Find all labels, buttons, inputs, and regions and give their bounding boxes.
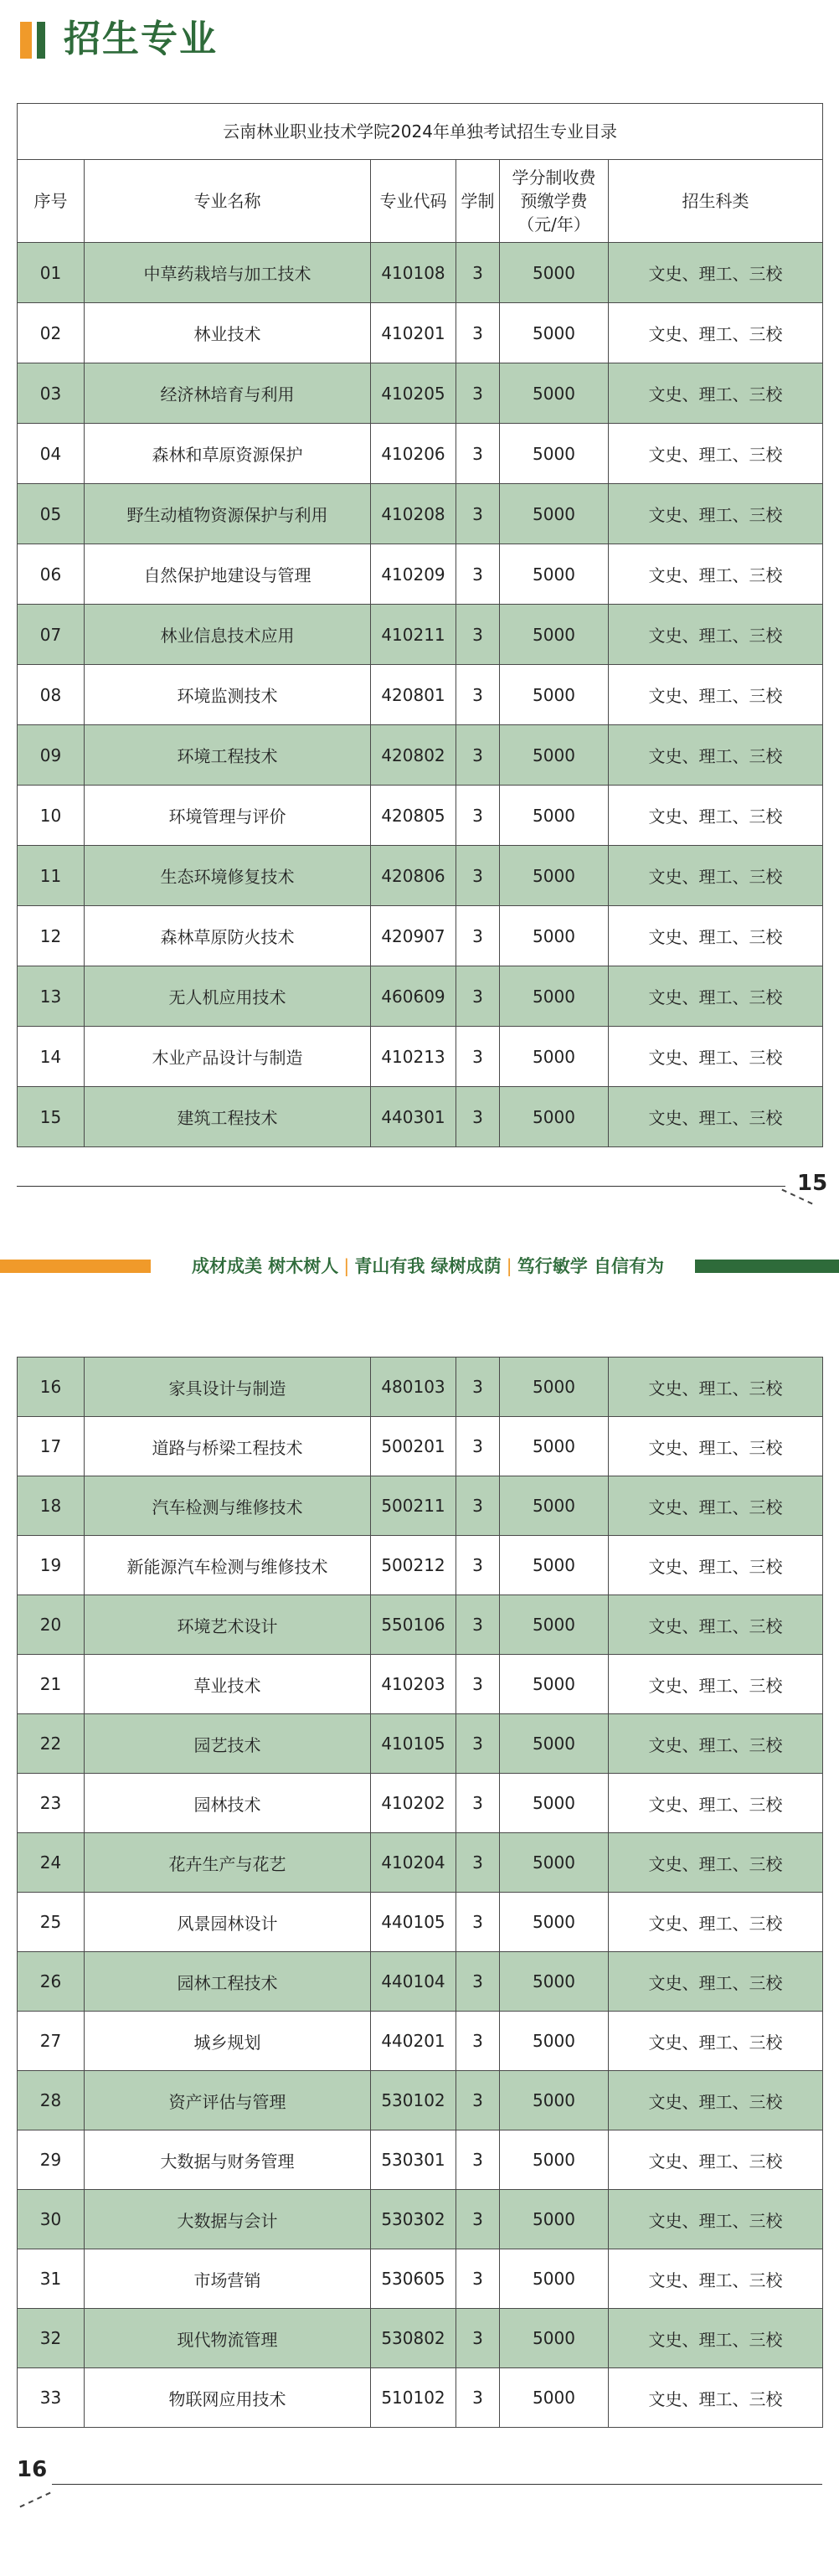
cell-fee: 5000 — [500, 1417, 609, 1476]
table-row — [18, 303, 823, 363]
cell-name: 木业产品设计与制造 — [85, 1027, 371, 1087]
cell-name: 经济林培育与利用 — [85, 363, 371, 424]
cell-index: 17 — [18, 1417, 85, 1476]
cell-index: 13 — [18, 966, 85, 1027]
table-row — [18, 1774, 823, 1833]
cell-subjects: 文史、理工、三校 — [609, 484, 823, 544]
cell-name: 野生动植物资源保护与利用 — [85, 484, 371, 544]
cell-index: 22 — [18, 1714, 85, 1774]
cell-name: 资产评估与管理 — [85, 2071, 371, 2130]
cell-years: 3 — [456, 2130, 500, 2190]
cell-index: 07 — [18, 605, 85, 665]
cell-years: 3 — [456, 1358, 500, 1417]
cell-years: 3 — [456, 846, 500, 906]
cell-index: 15 — [18, 1087, 85, 1147]
cell-fee: 5000 — [500, 1476, 609, 1536]
cell-name: 环境艺术设计 — [85, 1595, 371, 1655]
cell-subjects: 文史、理工、三校 — [609, 303, 823, 363]
cell-years: 3 — [456, 1536, 500, 1595]
col-header-fee-line2: 预缴学费 — [520, 191, 588, 211]
cell-subjects: 文史、理工、三校 — [609, 1027, 823, 1087]
table-row — [18, 966, 823, 1027]
cell-fee: 5000 — [500, 1595, 609, 1655]
cell-code: 440201 — [371, 2012, 456, 2071]
cell-fee: 5000 — [500, 665, 609, 725]
cell-fee: 5000 — [500, 2368, 609, 2428]
cell-subjects: 文史、理工、三校 — [609, 1714, 823, 1774]
cell-name: 花卉生产与花艺 — [85, 1833, 371, 1893]
cell-index: 24 — [18, 1833, 85, 1893]
slogan-green-bar — [695, 1260, 839, 1273]
page1-number: 15 — [797, 1171, 828, 1196]
cell-index: 08 — [18, 665, 85, 725]
col-header-code: 专业代码 — [371, 160, 456, 243]
cell-subjects: 文史、理工、三校 — [609, 2130, 823, 2190]
cell-name: 自然保护地建设与管理 — [85, 544, 371, 605]
col-header-years: 学制 — [456, 160, 500, 243]
cell-years: 3 — [456, 2368, 500, 2428]
cell-fee: 5000 — [500, 243, 609, 303]
cell-fee: 5000 — [500, 966, 609, 1027]
table-row — [18, 1536, 823, 1595]
cell-subjects: 文史、理工、三校 — [609, 1833, 823, 1893]
cell-code: 440104 — [371, 1952, 456, 2012]
col-header-fee-line3: （元/年） — [517, 214, 590, 234]
table-caption: 云南林业职业技术学院2024年单独考试招生专业目录 — [18, 104, 823, 160]
cell-subjects: 文史、理工、三校 — [609, 1595, 823, 1655]
slogan-separator: | — [343, 1256, 350, 1276]
cell-name: 园林技术 — [85, 1774, 371, 1833]
cell-subjects: 文史、理工、三校 — [609, 786, 823, 846]
cell-subjects: 文史、理工、三校 — [609, 846, 823, 906]
cell-name: 新能源汽车检测与维修技术 — [85, 1536, 371, 1595]
table-row — [18, 1087, 823, 1147]
cell-subjects: 文史、理工、三校 — [609, 2249, 823, 2309]
col-header-subjects: 招生科类 — [609, 160, 823, 243]
cell-fee: 5000 — [500, 1833, 609, 1893]
table-row — [18, 1714, 823, 1774]
cell-fee: 5000 — [500, 2309, 609, 2368]
table-row — [18, 605, 823, 665]
table-row — [18, 1833, 823, 1893]
cell-fee: 5000 — [500, 1774, 609, 1833]
cell-code: 440301 — [371, 1087, 456, 1147]
cell-fee: 5000 — [500, 1027, 609, 1087]
slogan-part4: 绿树成荫 — [430, 1256, 502, 1276]
page2-footer-dash — [19, 2492, 50, 2508]
table-row — [18, 1595, 823, 1655]
header-orange-bar — [20, 22, 32, 59]
cell-fee: 5000 — [500, 786, 609, 846]
cell-years: 3 — [456, 1087, 500, 1147]
cell-fee: 5000 — [500, 846, 609, 906]
table-row — [18, 243, 823, 303]
cell-index: 31 — [18, 2249, 85, 2309]
cell-years: 3 — [456, 1893, 500, 1952]
cell-years: 3 — [456, 1952, 500, 2012]
cell-name: 物联网应用技术 — [85, 2368, 371, 2428]
cell-name: 家具设计与制造 — [85, 1358, 371, 1417]
cell-years: 3 — [456, 966, 500, 1027]
cell-name: 市场营销 — [85, 2249, 371, 2309]
cell-name: 道路与桥梁工程技术 — [85, 1417, 371, 1476]
table-row — [18, 424, 823, 484]
cell-name: 无人机应用技术 — [85, 966, 371, 1027]
cell-fee: 5000 — [500, 1893, 609, 1952]
cell-code: 420805 — [371, 786, 456, 846]
cell-index: 23 — [18, 1774, 85, 1833]
cell-code: 530302 — [371, 2190, 456, 2249]
cell-code: 410206 — [371, 424, 456, 484]
cell-index: 19 — [18, 1536, 85, 1595]
cell-fee: 5000 — [500, 424, 609, 484]
cell-years: 3 — [456, 1714, 500, 1774]
cell-years: 3 — [456, 2309, 500, 2368]
cell-name: 森林草原防火技术 — [85, 906, 371, 966]
cell-fee: 5000 — [500, 2190, 609, 2249]
cell-years: 3 — [456, 1027, 500, 1087]
table-row — [18, 725, 823, 786]
cell-name: 园艺技术 — [85, 1714, 371, 1774]
cell-years: 3 — [456, 605, 500, 665]
table-row — [18, 1476, 823, 1536]
cell-index: 18 — [18, 1476, 85, 1536]
cell-subjects: 文史、理工、三校 — [609, 2012, 823, 2071]
cell-index: 02 — [18, 303, 85, 363]
cell-subjects: 文史、理工、三校 — [609, 2368, 823, 2428]
cell-years: 3 — [456, 544, 500, 605]
cell-subjects: 文史、理工、三校 — [609, 1952, 823, 2012]
cell-index: 29 — [18, 2130, 85, 2190]
cell-fee: 5000 — [500, 906, 609, 966]
cell-code: 530605 — [371, 2249, 456, 2309]
page2-number: 16 — [17, 2457, 48, 2482]
slogan-part1: 成材成美 — [191, 1256, 262, 1276]
cell-subjects: 文史、理工、三校 — [609, 1893, 823, 1952]
cell-subjects: 文史、理工、三校 — [609, 906, 823, 966]
cell-years: 3 — [456, 1774, 500, 1833]
table-row — [18, 665, 823, 725]
cell-code: 410213 — [371, 1027, 456, 1087]
cell-name: 环境管理与评价 — [85, 786, 371, 846]
cell-subjects: 文史、理工、三校 — [609, 363, 823, 424]
cell-fee: 5000 — [500, 303, 609, 363]
table-row — [18, 2368, 823, 2428]
cell-code: 500212 — [371, 1536, 456, 1595]
slogan-band — [0, 1253, 839, 1283]
cell-subjects: 文史、理工、三校 — [609, 665, 823, 725]
cell-years: 3 — [456, 2249, 500, 2309]
slogan-text — [164, 1253, 692, 1280]
cell-index: 06 — [18, 544, 85, 605]
cell-name: 中草药栽培与加工技术 — [85, 243, 371, 303]
cell-code: 460609 — [371, 966, 456, 1027]
cell-years: 3 — [456, 906, 500, 966]
cell-index: 05 — [18, 484, 85, 544]
cell-years: 3 — [456, 243, 500, 303]
table-row — [18, 846, 823, 906]
cell-code: 440105 — [371, 1893, 456, 1952]
cell-code: 530301 — [371, 2130, 456, 2190]
page-title: 招生专业 — [64, 18, 218, 60]
table-row — [18, 906, 823, 966]
cell-index: 28 — [18, 2071, 85, 2130]
cell-fee: 5000 — [500, 363, 609, 424]
cell-subjects: 文史、理工、三校 — [609, 243, 823, 303]
header-green-bar — [37, 22, 45, 59]
cell-code: 410204 — [371, 1833, 456, 1893]
cell-code: 500211 — [371, 1476, 456, 1536]
cell-subjects: 文史、理工、三校 — [609, 2071, 823, 2130]
cell-fee: 5000 — [500, 1536, 609, 1595]
cell-name: 生态环境修复技术 — [85, 846, 371, 906]
cell-code: 410203 — [371, 1655, 456, 1714]
cell-name: 林业技术 — [85, 303, 371, 363]
cell-subjects: 文史、理工、三校 — [609, 1774, 823, 1833]
slogan-part6: 自信有为 — [594, 1256, 665, 1276]
cell-index: 04 — [18, 424, 85, 484]
cell-code: 420806 — [371, 846, 456, 906]
cell-name: 环境监测技术 — [85, 665, 371, 725]
cell-years: 3 — [456, 1833, 500, 1893]
cell-index: 12 — [18, 906, 85, 966]
table-body-page1 — [18, 243, 823, 1147]
table-row — [18, 363, 823, 424]
cell-years: 3 — [456, 1417, 500, 1476]
cell-years: 3 — [456, 424, 500, 484]
cell-code: 420801 — [371, 665, 456, 725]
cell-index: 14 — [18, 1027, 85, 1087]
cell-subjects: 文史、理工、三校 — [609, 1417, 823, 1476]
cell-fee: 5000 — [500, 2071, 609, 2130]
table-row — [18, 2249, 823, 2309]
cell-index: 16 — [18, 1358, 85, 1417]
cell-fee: 5000 — [500, 1714, 609, 1774]
cell-fee: 5000 — [500, 2249, 609, 2309]
cell-index: 01 — [18, 243, 85, 303]
cell-fee: 5000 — [500, 2012, 609, 2071]
majors-table-page1 — [17, 103, 823, 1147]
cell-index: 25 — [18, 1893, 85, 1952]
majors-table-page2 — [17, 1357, 823, 2428]
table-row — [18, 484, 823, 544]
cell-fee: 5000 — [500, 544, 609, 605]
table-row — [18, 1417, 823, 1476]
table-row — [18, 1358, 823, 1417]
cell-index: 21 — [18, 1655, 85, 1714]
cell-name: 园林工程技术 — [85, 1952, 371, 2012]
cell-name: 风景园林设计 — [85, 1893, 371, 1952]
slogan-separator: | — [506, 1256, 512, 1276]
cell-index: 33 — [18, 2368, 85, 2428]
table-row — [18, 1655, 823, 1714]
cell-years: 3 — [456, 725, 500, 786]
cell-years: 3 — [456, 303, 500, 363]
cell-subjects: 文史、理工、三校 — [609, 605, 823, 665]
cell-code: 480103 — [371, 1358, 456, 1417]
cell-code: 420907 — [371, 906, 456, 966]
cell-name: 草业技术 — [85, 1655, 371, 1714]
cell-name: 城乡规划 — [85, 2012, 371, 2071]
table-row — [18, 1893, 823, 1952]
cell-index: 20 — [18, 1595, 85, 1655]
cell-years: 3 — [456, 786, 500, 846]
table-body-page2 — [18, 1358, 823, 2428]
slogan-part3: 青山有我 — [354, 1256, 425, 1276]
cell-code: 410211 — [371, 605, 456, 665]
cell-fee: 5000 — [500, 1358, 609, 1417]
cell-code: 410201 — [371, 303, 456, 363]
table-row — [18, 2130, 823, 2190]
cell-fee: 5000 — [500, 1087, 609, 1147]
cell-code: 420802 — [371, 725, 456, 786]
cell-subjects: 文史、理工、三校 — [609, 1655, 823, 1714]
cell-index: 26 — [18, 1952, 85, 2012]
page1-footer-line — [17, 1186, 785, 1187]
cell-code: 410202 — [371, 1774, 456, 1833]
cell-code: 550106 — [371, 1595, 456, 1655]
cell-index: 10 — [18, 786, 85, 846]
cell-index: 30 — [18, 2190, 85, 2249]
cell-code: 500201 — [371, 1417, 456, 1476]
col-header-name: 专业名称 — [85, 160, 371, 243]
cell-code: 530102 — [371, 2071, 456, 2130]
cell-years: 3 — [456, 2071, 500, 2130]
cell-index: 03 — [18, 363, 85, 424]
page2-footer-line — [52, 2484, 822, 2485]
cell-fee: 5000 — [500, 484, 609, 544]
table-row — [18, 2309, 823, 2368]
cell-subjects: 文史、理工、三校 — [609, 725, 823, 786]
table-row — [18, 2190, 823, 2249]
cell-code: 530802 — [371, 2309, 456, 2368]
cell-subjects: 文史、理工、三校 — [609, 1536, 823, 1595]
col-header-index: 序号 — [18, 160, 85, 243]
cell-index: 27 — [18, 2012, 85, 2071]
cell-name: 森林和草原资源保护 — [85, 424, 371, 484]
cell-code: 410209 — [371, 544, 456, 605]
cell-fee: 5000 — [500, 1952, 609, 2012]
cell-name: 大数据与财务管理 — [85, 2130, 371, 2190]
cell-code: 410105 — [371, 1714, 456, 1774]
cell-years: 3 — [456, 1476, 500, 1536]
table-row — [18, 2012, 823, 2071]
cell-subjects: 文史、理工、三校 — [609, 2309, 823, 2368]
cell-index: 11 — [18, 846, 85, 906]
cell-subjects: 文史、理工、三校 — [609, 544, 823, 605]
cell-years: 3 — [456, 2190, 500, 2249]
cell-code: 510102 — [371, 2368, 456, 2428]
slogan-part2: 树木树人 — [268, 1256, 339, 1276]
cell-subjects: 文史、理工、三校 — [609, 424, 823, 484]
cell-name: 林业信息技术应用 — [85, 605, 371, 665]
cell-subjects: 文史、理工、三校 — [609, 1476, 823, 1536]
slogan-orange-bar — [0, 1260, 151, 1273]
slogan-part5: 笃行敏学 — [517, 1256, 588, 1276]
cell-index: 09 — [18, 725, 85, 786]
table-row — [18, 786, 823, 846]
table-row — [18, 1027, 823, 1087]
cell-years: 3 — [456, 1595, 500, 1655]
table-row — [18, 544, 823, 605]
cell-subjects: 文史、理工、三校 — [609, 1358, 823, 1417]
cell-years: 3 — [456, 363, 500, 424]
cell-years: 3 — [456, 1655, 500, 1714]
cell-name: 环境工程技术 — [85, 725, 371, 786]
cell-code: 410205 — [371, 363, 456, 424]
table-row — [18, 1952, 823, 2012]
cell-fee: 5000 — [500, 605, 609, 665]
cell-years: 3 — [456, 665, 500, 725]
cell-years: 3 — [456, 2012, 500, 2071]
col-header-fee — [500, 160, 609, 243]
cell-years: 3 — [456, 484, 500, 544]
cell-subjects: 文史、理工、三校 — [609, 2190, 823, 2249]
cell-subjects: 文史、理工、三校 — [609, 966, 823, 1027]
table-row — [18, 2071, 823, 2130]
cell-fee: 5000 — [500, 725, 609, 786]
cell-name: 汽车检测与维修技术 — [85, 1476, 371, 1536]
cell-fee: 5000 — [500, 2130, 609, 2190]
cell-code: 410208 — [371, 484, 456, 544]
col-header-fee-line1: 学分制收费 — [512, 167, 596, 188]
cell-name: 大数据与会计 — [85, 2190, 371, 2249]
cell-index: 32 — [18, 2309, 85, 2368]
cell-code: 410108 — [371, 243, 456, 303]
cell-name: 现代物流管理 — [85, 2309, 371, 2368]
section-header — [0, 0, 839, 92]
cell-subjects: 文史、理工、三校 — [609, 1087, 823, 1147]
cell-name: 建筑工程技术 — [85, 1087, 371, 1147]
cell-fee: 5000 — [500, 1655, 609, 1714]
